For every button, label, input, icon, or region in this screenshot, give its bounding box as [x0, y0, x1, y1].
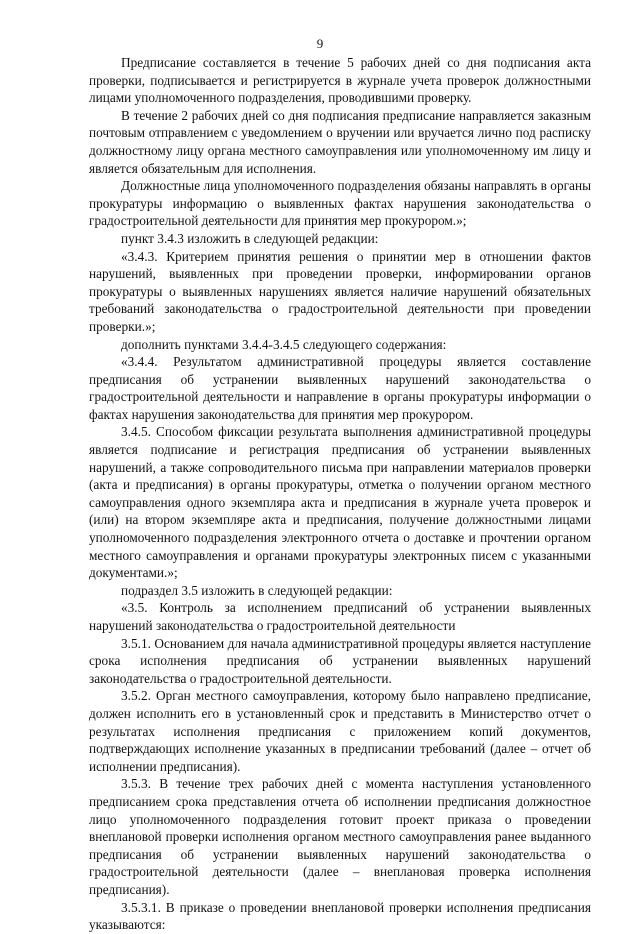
- paragraph-10: «3.5. Контроль за исполнением предписаний об устранении выявленных нарушений законодательства о градостроительной деятельности: [89, 600, 591, 633]
- page-number: 9: [316, 36, 324, 51]
- paragraph-6: дополнить пунктами 3.4.4-3.4.5 следующего содержания:: [121, 336, 447, 352]
- paragraph-14: 3.5.3.1. В приказе о проведении внеплановой проверки исполнения предписания указываются:: [89, 899, 591, 933]
- paragraph-3: Должностные лица уполномоченного подразделения обязаны направлять в органы прокуратуры информацию о выявленных фактах нарушения законодательства о градостроительной деятельности для принятия мер прокурором.»;: [89, 178, 591, 229]
- paragraph-1: Предписание составляется в течение 5 рабочих дней со дня подписания акта проверки, подписывается и регистрируется в журнале учета проверок должностными лицами уполномоченного подразделения, проводившими проверку.: [89, 55, 591, 106]
- paragraph-12: 3.5.2. Орган местного самоуправления, которому было направлено предписание, должен исполнить его в установленный срок и представить в Министерство отчет о результатах исполнения предписания с приложением копий документов, подтверждающих исполнение указанных в предписании требований (далее – отчет об исполнении предписания).: [89, 688, 591, 774]
- paragraph-5: «3.4.3. Критерием принятия решения о принятии мер в отношении фактов нарушений, выявленных при проведении проверки, информировании органов прокуратуры о выявленных нарушениях является наличие нарушений обязательных требований законодательства о градостроительной деятельности при проведении проверки.»;: [89, 248, 591, 334]
- paragraph-13: 3.5.3. В течение трех рабочих дней с момента наступления установленного предписанием срока представления отчета об исполнении предписания должностное лицо уполномоченного подразделения готовит проект приказа о проведении внеплановой проверки исполнения органом местного самоуправления ранее выданного предписания об устранении выявленных нарушений законодательства о градостроительной деятельности (далее – внеплановая проверка исполнения предписания).: [89, 776, 591, 897]
- paragraph-7: «3.4.4. Результатом административной процедуры является составление предписания об устранении выявленных нарушений законодательства о градостроительной деятельности и направление в органы прокуратуры информации о фактах нарушения законодательства для принятия мер прокурором.: [89, 354, 591, 422]
- paragraph-4: пункт 3.4.3 изложить в следующей редакции:: [121, 230, 379, 246]
- document-body: [89, 54, 591, 934]
- paragraph-11: 3.5.1. Основанием для начала административной процедуры является наступление срока исполнения предписания об устранении выявленных нарушений законодательства о градостроительной деятельности.: [89, 635, 591, 686]
- paragraph-2: В течение 2 рабочих дней со дня подписания предписание направляется заказным почтовым отправлением с уведомлением о вручении или вручается лично под расписку должностному лицу органа местного самоуправления или уполномоченному им лицу и является обязательным для исполнения.: [89, 107, 591, 176]
- paragraph-9: подраздел 3.5 изложить в следующей редакции:: [121, 582, 393, 598]
- paragraph-8: 3.4.5. Способом фиксации результата выполнения административной процедуры является подписание и регистрация предписания об устранении выявленных нарушений, а также сопроводительного письма при направлении материалов проверки (акта и предписания) в органы прокуратуры, отметка о получении органом местного самоуправления одного экземпляра акта и предписания в журнале учета проверок и (или) на втором экземпляре акта и предписания, получение должностными лицами уполномоченного подразделения электронного отчета о доставке и прочтении органом местного самоуправления и органами прокуратуры электронных писем с указанными документами.»;: [89, 424, 591, 581]
